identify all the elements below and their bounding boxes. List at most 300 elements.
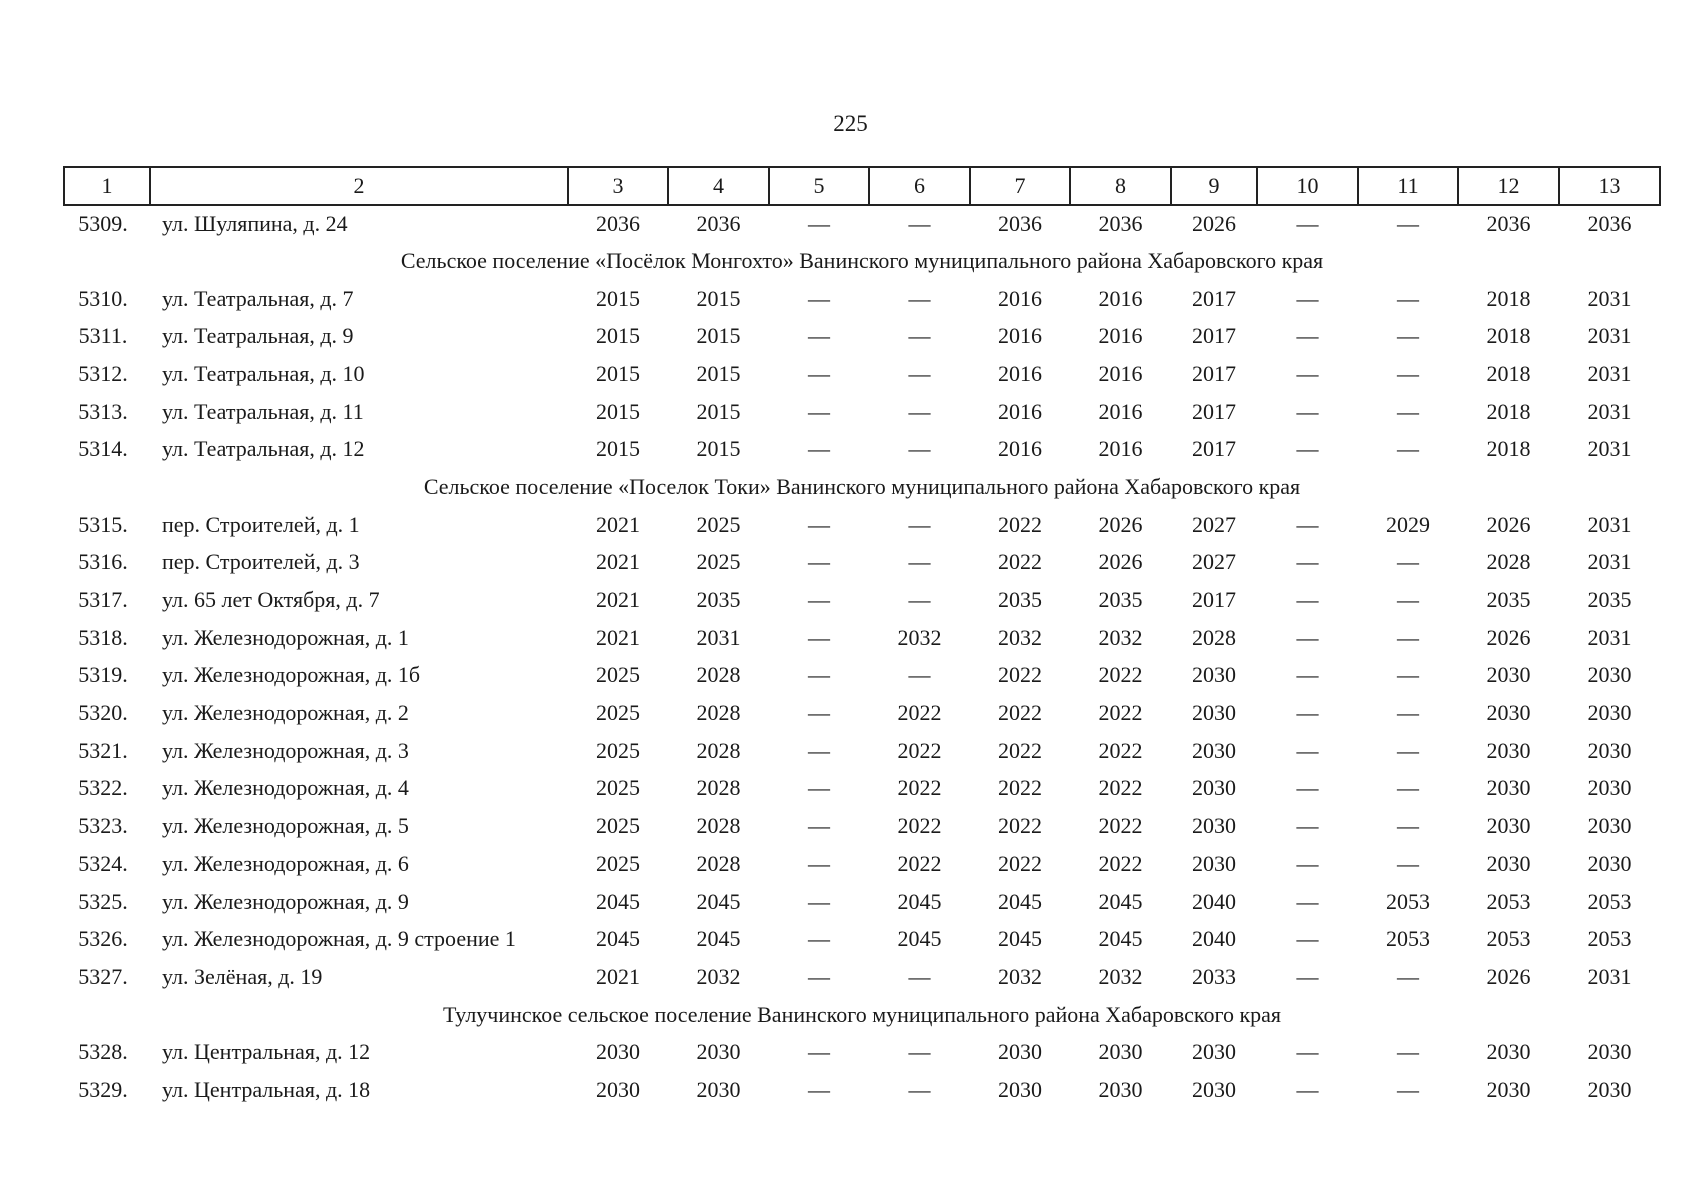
year-cell: 2036 [596,211,640,236]
column-header: 11 [1358,167,1458,205]
year-cell: — [1296,888,1319,914]
row-number: 5327. [78,963,128,989]
year-cell: — [1397,624,1419,650]
year-cell: 2025 [596,775,640,801]
column-header: 10 [1257,167,1358,205]
column-header: 7 [970,167,1070,205]
year-cell: 2030 [1098,1039,1143,1065]
year-cell: — [1296,926,1319,952]
year-cell: — [808,285,830,311]
column-header: 12 [1458,167,1559,205]
table-row [64,317,1660,355]
section-heading-row [64,468,1660,506]
year-cell: 2028 [696,775,741,801]
year-cell: 2017 [1192,323,1236,349]
year-cell: 2022 [998,813,1042,839]
year-cell: — [808,888,830,914]
year-cell: 2028 [1486,549,1531,575]
year-cell: 2016 [998,323,1042,349]
year-cell: 2030 [1587,737,1632,763]
year-cell: 2032 [998,624,1042,650]
year-cell: 2021 [596,511,640,537]
year-cell: 2021 [596,587,640,613]
year-cell: 2032 [1098,963,1143,989]
address-cell: ул. Театральная, д. 10 [162,360,365,386]
table-row [64,205,1660,242]
year-cell: 2030 [1587,850,1632,876]
row-number: 5309. [78,211,128,236]
year-cell: — [808,775,830,801]
year-cell: 2018 [1486,285,1531,311]
year-cell: 2045 [897,926,942,952]
section-heading-row [64,996,1660,1034]
year-cell: — [1296,360,1319,386]
year-cell: 2032 [1098,624,1143,650]
year-cell: 2028 [696,737,741,763]
table-row [64,732,1660,770]
year-cell: 2022 [897,737,942,763]
year-cell: 2022 [998,737,1042,763]
year-cell: — [908,323,931,349]
row-number: 5323. [78,813,128,839]
year-cell: 2030 [1486,1076,1531,1102]
year-cell: 2017 [1192,436,1236,462]
table-row [64,1071,1660,1109]
year-cell: 2017 [1192,587,1236,613]
year-cell: — [1397,700,1419,726]
year-cell: 2028 [696,813,741,839]
year-cell: 2018 [1486,360,1531,386]
year-cell: 2045 [1098,926,1143,952]
year-cell: 2030 [1192,850,1236,876]
section-heading-row [64,242,1660,280]
year-cell: 2015 [696,323,741,349]
row-number: 5318. [78,624,128,650]
row-number: 5326. [78,926,128,952]
year-cell: — [1296,398,1319,424]
year-cell: 2030 [1486,850,1531,876]
year-cell: 2017 [1192,285,1236,311]
year-cell: 2030 [1192,662,1236,688]
year-cell: 2035 [998,587,1042,613]
row-number: 5328. [78,1039,128,1065]
table-row [64,694,1660,732]
column-header: 2 [150,167,568,205]
address-cell: ул. Железнодорожная, д. 5 [162,813,409,839]
year-cell: — [1397,549,1419,575]
address-cell: ул. Центральная, д. 18 [162,1076,371,1102]
year-cell: 2022 [897,775,942,801]
row-number: 5317. [78,587,128,613]
year-cell: — [1296,1076,1319,1102]
year-cell: — [1296,285,1319,311]
year-cell: — [908,549,931,575]
year-cell: — [908,360,931,386]
year-cell: 2016 [998,436,1042,462]
year-cell: 2030 [1486,737,1531,763]
year-cell: 2031 [1587,549,1632,575]
column-header: 4 [668,167,769,205]
year-cell: 2025 [596,700,640,726]
year-cell: 2035 [1587,587,1632,613]
year-cell: — [808,323,830,349]
address-cell: ул. Железнодорожная, д. 1б [162,662,421,688]
year-cell: — [808,737,830,763]
year-cell: — [1397,323,1419,349]
row-number: 5324. [78,850,128,876]
year-cell: — [1296,587,1319,613]
year-cell: 2030 [1587,775,1632,801]
year-cell: 2053 [1386,888,1430,914]
table-row [64,355,1660,393]
year-cell: 2029 [1386,511,1430,537]
year-cell: 2040 [1192,926,1236,952]
year-cell: 2018 [1486,436,1531,462]
address-cell: ул. Железнодорожная, д. 2 [162,700,409,726]
year-cell: — [808,511,830,537]
year-cell: — [1397,1039,1419,1065]
year-cell: 2030 [998,1076,1042,1102]
year-cell: — [808,662,830,688]
year-cell: — [1296,436,1319,462]
year-cell: 2028 [696,662,741,688]
table-row [64,1033,1660,1071]
address-cell: пер. Строителей, д. 1 [162,511,360,537]
address-cell: ул. Театральная, д. 11 [162,398,364,424]
year-cell: 2030 [1192,1039,1236,1065]
row-number: 5315. [78,511,128,537]
year-cell: 2030 [696,1039,741,1065]
table-header [64,167,1660,205]
table-row [64,430,1660,468]
year-cell: — [808,700,830,726]
year-cell: 2016 [1098,398,1143,424]
year-cell: — [808,624,830,650]
table-row [64,619,1660,657]
year-cell: 2030 [1192,813,1236,839]
row-number: 5310. [78,285,128,311]
year-cell: 2033 [1192,963,1236,989]
address-cell: пер. Строителей, д. 3 [162,549,360,575]
column-header: 8 [1070,167,1171,205]
year-cell: 2045 [1098,888,1143,914]
year-cell: — [1296,662,1319,688]
year-cell: — [808,398,830,424]
year-cell: 2022 [1098,662,1143,688]
year-cell: 2036 [1486,211,1531,236]
column-header: 9 [1171,167,1257,205]
table-row [64,393,1660,431]
year-cell: 2031 [1587,398,1632,424]
year-cell: 2031 [1587,360,1632,386]
year-cell: 2030 [1587,1076,1632,1102]
year-cell: 2015 [696,436,741,462]
year-cell: 2031 [1587,624,1632,650]
year-cell: 2027 [1192,549,1236,575]
year-cell: 2032 [998,963,1042,989]
year-cell: 2022 [897,850,942,876]
year-cell: — [908,211,931,236]
table-row [64,920,1660,958]
year-cell: 2030 [1486,1039,1531,1065]
year-cell: — [1296,1039,1319,1065]
year-cell: — [908,511,931,537]
column-header: 1 [64,167,150,205]
year-cell: 2030 [1192,700,1236,726]
year-cell: 2022 [998,549,1042,575]
year-cell: — [808,850,830,876]
year-cell: 2045 [696,888,741,914]
year-cell: 2015 [696,285,741,311]
year-cell: 2015 [696,398,741,424]
year-cell: — [808,360,830,386]
row-number: 5329. [78,1076,128,1102]
year-cell: — [808,926,830,952]
year-cell: 2018 [1486,323,1531,349]
year-cell: 2030 [1192,737,1236,763]
year-cell: 2036 [998,211,1042,236]
row-number: 5313. [78,398,128,424]
table-row [64,883,1660,921]
address-cell: ул. Железнодорожная, д. 9 строение 1 [162,926,516,952]
column-header: 5 [769,167,869,205]
year-cell: — [1296,963,1319,989]
year-cell: — [1296,700,1319,726]
year-cell: 2016 [1098,285,1143,311]
year-cell: 2025 [696,511,741,537]
year-cell: — [1397,775,1419,801]
address-cell: ул. Театральная, д. 12 [162,436,365,462]
year-cell: 2016 [1098,360,1143,386]
year-cell: 2030 [1192,775,1236,801]
year-cell: 2022 [1098,700,1143,726]
year-cell: 2026 [1098,549,1143,575]
year-cell: — [1296,737,1319,763]
year-cell: 2025 [596,850,640,876]
row-number: 5319. [78,662,128,688]
year-cell: — [908,285,931,311]
year-cell: 2040 [1192,888,1236,914]
address-cell: ул. Зелёная, д. 19 [162,963,323,989]
year-cell: 2036 [696,211,741,236]
year-cell: — [1397,285,1419,311]
year-cell: — [1397,436,1419,462]
year-cell: 2035 [1486,587,1531,613]
address-cell: ул. 65 лет Октября, д. 7 [162,587,380,613]
year-cell: 2028 [696,700,741,726]
year-cell: 2053 [1486,926,1531,952]
year-cell: — [1397,398,1419,424]
year-cell: 2045 [998,888,1042,914]
year-cell: 2015 [596,323,640,349]
address-cell: ул. Железнодорожная, д. 1 [162,624,409,650]
column-header: 3 [568,167,668,205]
year-cell: 2053 [1486,888,1531,914]
year-cell: 2030 [1098,1076,1143,1102]
year-cell: 2026 [1192,211,1236,236]
year-cell: 2026 [1486,511,1531,537]
year-cell: 2053 [1386,926,1430,952]
year-cell: 2028 [1192,624,1236,650]
year-cell: 2030 [1587,813,1632,839]
year-cell: — [808,587,830,613]
section-heading: Тулучинское сельское поселение Ванинского муниципального района Хабаровского края [442,1001,1282,1027]
year-cell: 2015 [596,285,640,311]
year-cell: — [1397,737,1419,763]
year-cell: — [1397,211,1419,236]
year-cell: 2035 [696,587,741,613]
address-cell: ул. Железнодорожная, д. 4 [162,775,409,801]
year-cell: — [908,436,931,462]
year-cell: 2018 [1486,398,1531,424]
year-cell: 2030 [1486,775,1531,801]
year-cell: — [808,1076,830,1102]
year-cell: 2031 [1587,436,1632,462]
year-cell: — [1397,662,1419,688]
year-cell: 2030 [1486,700,1531,726]
year-cell: 2031 [1587,511,1632,537]
year-cell: 2026 [1486,963,1531,989]
table-row [64,958,1660,996]
year-cell: 2021 [596,963,640,989]
year-cell: 2027 [1192,511,1236,537]
year-cell: 2030 [1587,662,1632,688]
row-number: 5322. [78,775,128,801]
year-cell: 2022 [1098,850,1143,876]
year-cell: 2045 [596,926,640,952]
address-cell: ул. Театральная, д. 7 [162,285,354,311]
year-cell: 2030 [1587,700,1632,726]
address-cell: ул. Шуляпина, д. 24 [162,211,348,236]
year-cell: 2045 [998,926,1042,952]
year-cell: — [908,963,931,989]
year-cell: 2016 [998,398,1042,424]
year-cell: 2026 [1486,624,1531,650]
table-row [64,807,1660,845]
address-cell: ул. Железнодорожная, д. 6 [162,850,409,876]
year-cell: 2016 [1098,323,1143,349]
year-cell: 2022 [897,813,942,839]
year-cell: 2053 [1587,888,1632,914]
year-cell: — [1397,813,1419,839]
year-cell: 2035 [1098,587,1143,613]
year-cell: 2016 [998,285,1042,311]
year-cell: — [908,1076,931,1102]
year-cell: 2045 [897,888,942,914]
year-cell: — [808,211,830,236]
year-cell: 2036 [1587,211,1632,236]
year-cell: 2036 [1098,211,1143,236]
year-cell: — [908,587,931,613]
column-header: 13 [1559,167,1660,205]
address-cell: ул. Театральная, д. 9 [162,323,354,349]
year-cell: — [1296,775,1319,801]
year-cell: 2021 [596,624,640,650]
year-cell: 2030 [998,1039,1042,1065]
data-table [63,166,1661,1109]
year-cell: 2015 [596,360,640,386]
year-cell: 2045 [596,888,640,914]
year-cell: 2030 [1192,1076,1236,1102]
year-cell: 2053 [1587,926,1632,952]
year-cell: 2022 [897,700,942,726]
year-cell: 2022 [1098,813,1143,839]
year-cell: 2030 [1486,813,1531,839]
year-cell: — [1397,850,1419,876]
year-cell: 2031 [1587,963,1632,989]
row-number: 5314. [78,436,128,462]
year-cell: — [1296,549,1319,575]
year-cell: 2016 [1098,436,1143,462]
row-number: 5312. [78,360,128,386]
year-cell: 2022 [998,850,1042,876]
address-cell: ул. Центральная, д. 12 [162,1039,371,1065]
year-cell: — [1296,511,1319,537]
header-row [64,167,1660,205]
year-cell: 2032 [897,624,942,650]
year-cell: 2022 [1098,737,1143,763]
table-row [64,657,1660,695]
year-cell: 2022 [1098,775,1143,801]
year-cell: — [808,963,830,989]
year-cell: 2028 [696,850,741,876]
year-cell: 2030 [696,1076,741,1102]
row-number: 5325. [78,888,128,914]
year-cell: — [1296,850,1319,876]
year-cell: — [1397,1076,1419,1102]
row-number: 5316. [78,549,128,575]
year-cell: — [808,549,830,575]
year-cell: 2030 [596,1076,640,1102]
year-cell: — [908,662,931,688]
section-heading: Сельское поселение «Поселок Токи» Ванинского муниципального района Хабаровского края [423,473,1301,499]
year-cell: 2016 [998,360,1042,386]
year-cell: — [808,436,830,462]
year-cell: 2022 [998,775,1042,801]
address-cell: ул. Железнодорожная, д. 9 [162,888,409,914]
year-cell: 2031 [696,624,741,650]
year-cell: 2017 [1192,360,1236,386]
year-cell: — [1397,360,1419,386]
year-cell: — [1296,211,1319,236]
year-cell: 2015 [596,398,640,424]
year-cell: 2030 [1587,1039,1632,1065]
column-header: 6 [869,167,970,205]
year-cell: — [908,1039,931,1065]
year-cell: 2022 [998,511,1042,537]
year-cell: 2030 [596,1039,640,1065]
year-cell: — [1296,813,1319,839]
year-cell: 2025 [596,737,640,763]
table-row [64,845,1660,883]
year-cell: 2015 [696,360,741,386]
year-cell: — [1296,624,1319,650]
table-row [64,280,1660,318]
year-cell: — [808,1039,830,1065]
year-cell: 2030 [1486,662,1531,688]
table-row [64,770,1660,808]
table-row [64,506,1660,544]
year-cell: 2022 [998,662,1042,688]
page-number: 225 [833,111,868,136]
table-row [64,544,1660,582]
row-number: 5320. [78,700,128,726]
section-heading: Сельское поселение «Посёлок Монгохто» Ванинского муниципального района Хабаровского края [400,247,1324,273]
year-cell: — [908,398,931,424]
year-cell: 2025 [696,549,741,575]
year-cell: 2026 [1098,511,1143,537]
year-cell: 2021 [596,549,640,575]
